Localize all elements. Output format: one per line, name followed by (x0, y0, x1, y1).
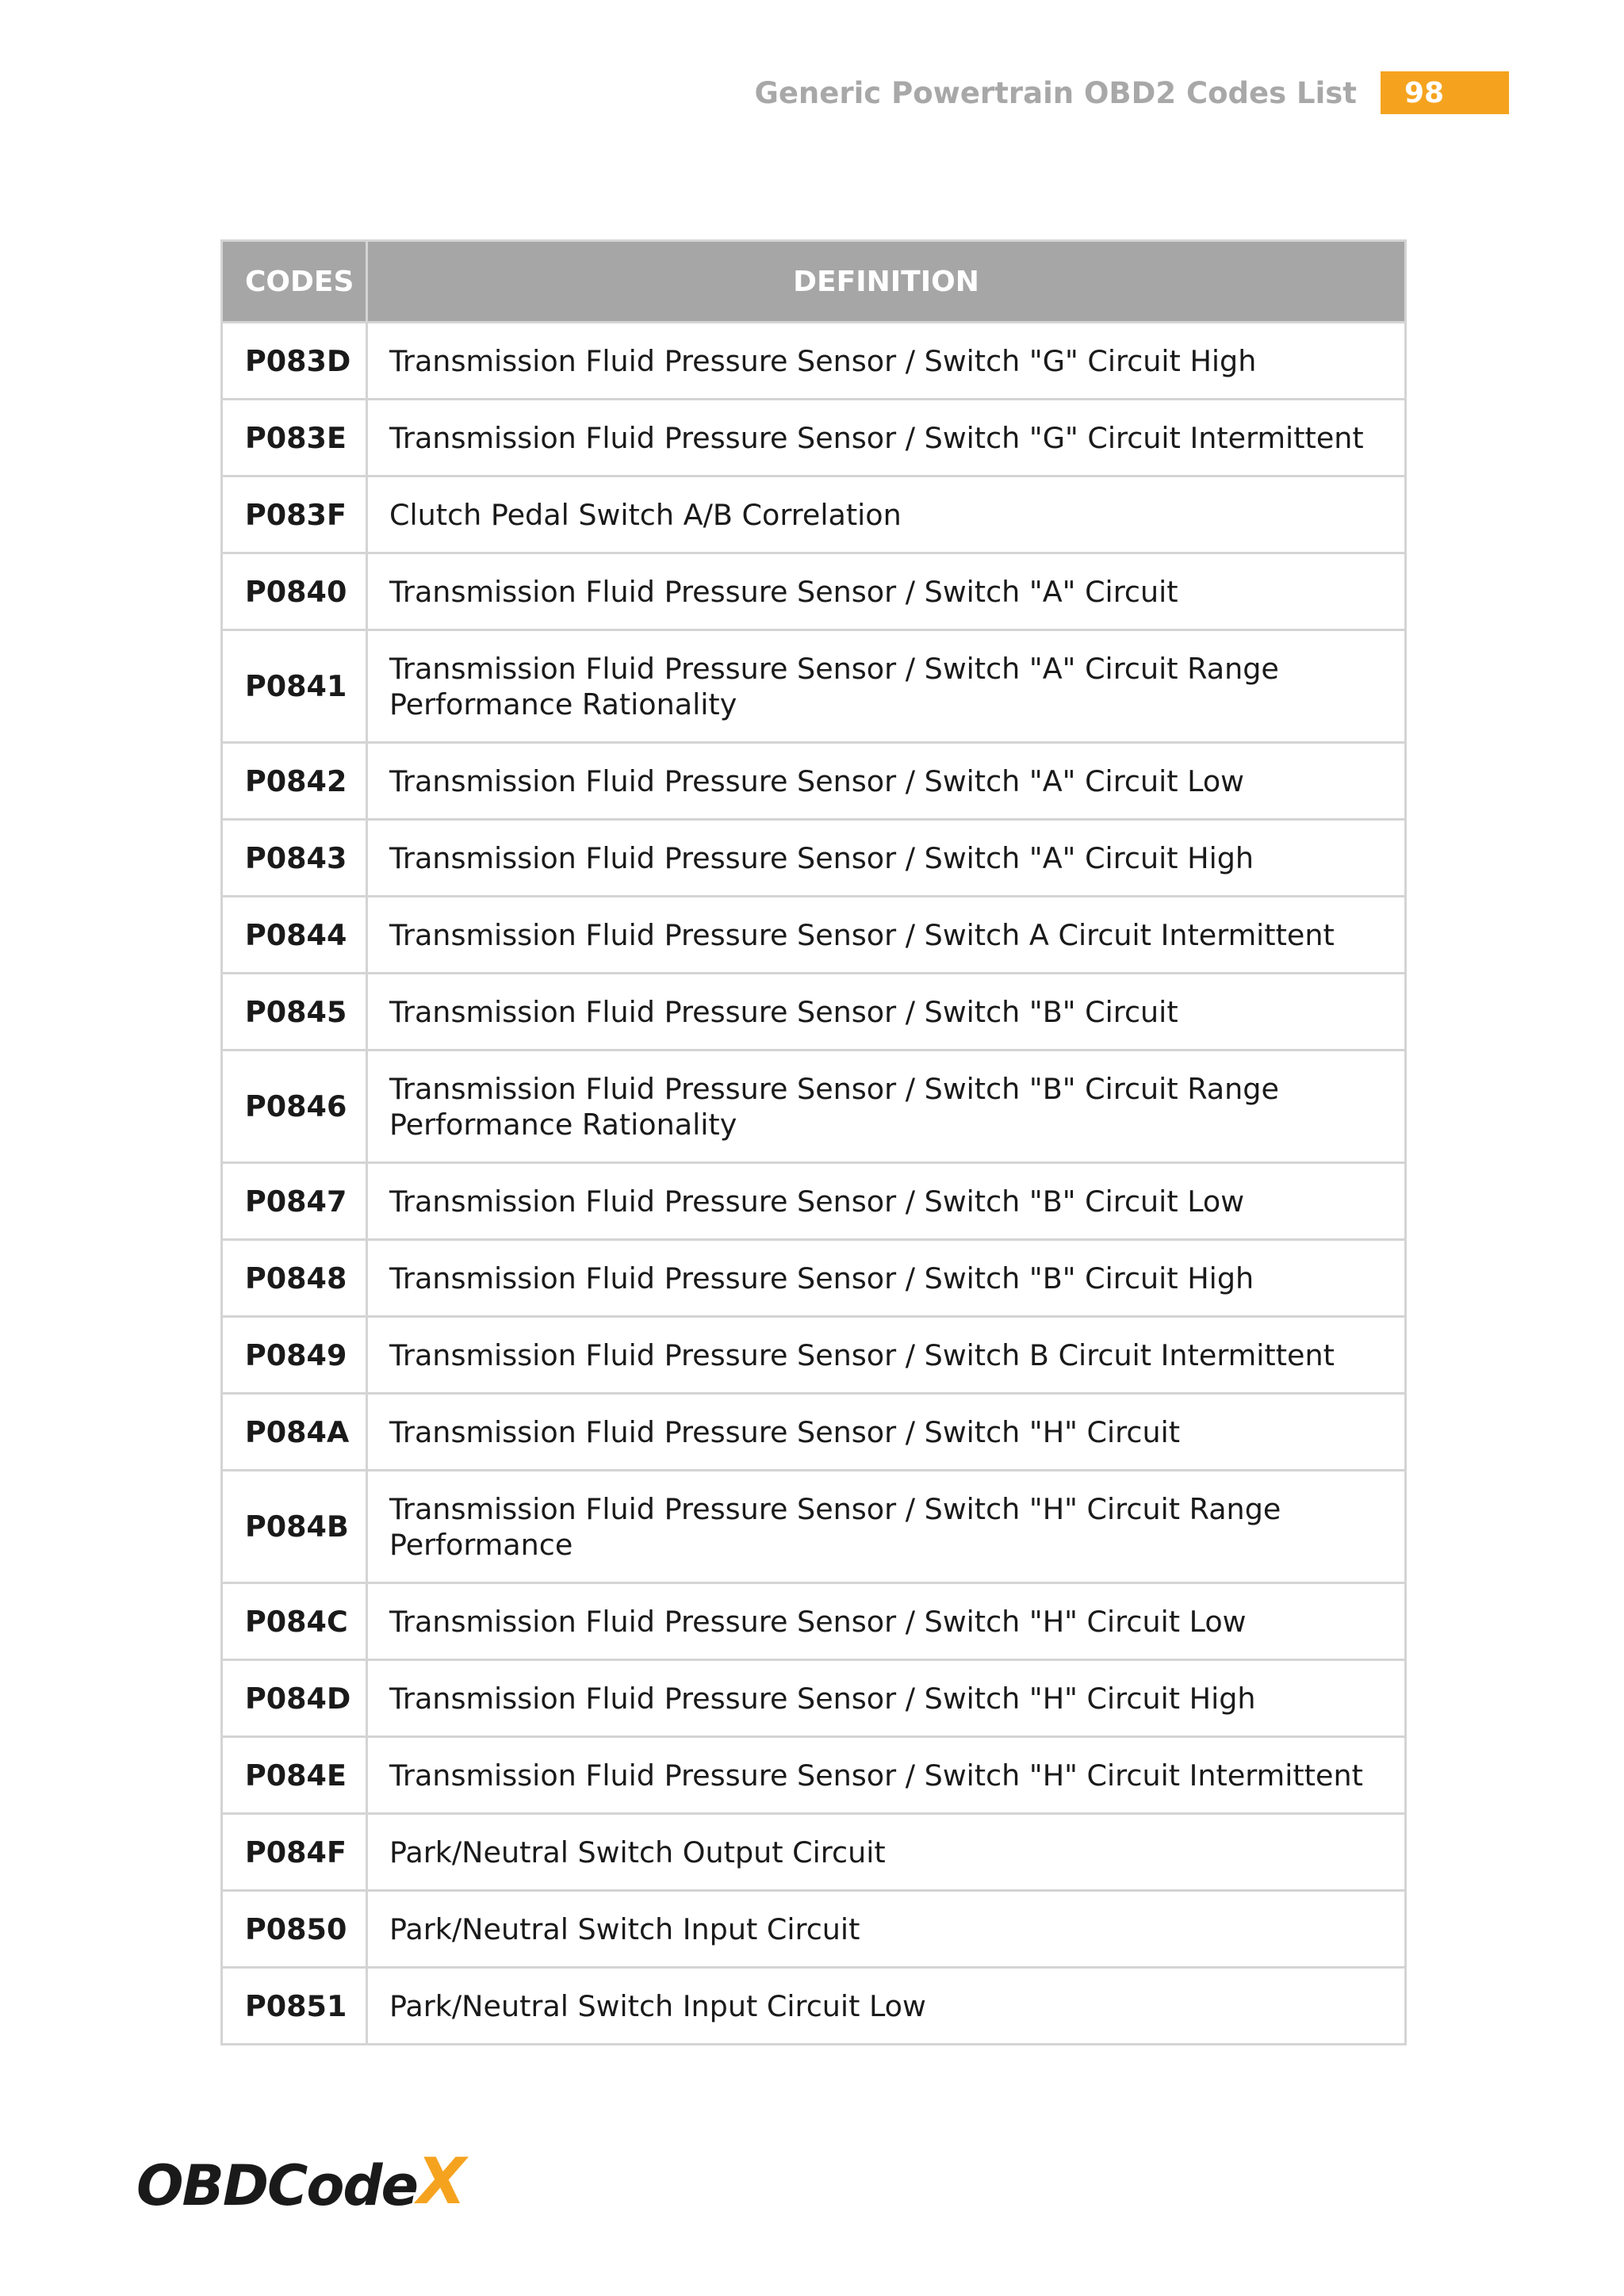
logo-text: OBDCode (136, 2153, 418, 2218)
code-cell: P0841 (222, 630, 367, 743)
table-row (222, 1583, 1406, 1660)
page-number-badge: 98 (1381, 71, 1509, 114)
page-header (754, 71, 1509, 114)
code-cell: P083E (222, 400, 367, 476)
code-cell: P083F (222, 476, 367, 553)
table-row (222, 400, 1406, 476)
table-row (222, 1814, 1406, 1891)
code-cell: P083D (222, 323, 367, 400)
code-cell: P084C (222, 1583, 367, 1660)
code-cell: P0850 (222, 1891, 367, 1968)
code-cell: P084D (222, 1660, 367, 1737)
obdcodex-logo (136, 2145, 465, 2218)
definition-cell: Park/Neutral Switch Output Circuit (367, 1814, 1406, 1891)
definition-cell: Transmission Fluid Pressure Sensor / Switch "A" Circuit Low (367, 743, 1406, 820)
definition-cell: Park/Neutral Switch Input Circuit (367, 1891, 1406, 1968)
table-row (222, 1394, 1406, 1471)
table-row (222, 1968, 1406, 2045)
definition-cell: Transmission Fluid Pressure Sensor / Switch "B" Circuit High (367, 1240, 1406, 1317)
definition-cell: Transmission Fluid Pressure Sensor / Switch B Circuit Intermittent (367, 1317, 1406, 1394)
definition-cell: Transmission Fluid Pressure Sensor / Switch "A" Circuit Range Performance Rationality (367, 630, 1406, 743)
table-row (222, 1240, 1406, 1317)
code-cell: P0851 (222, 1968, 367, 2045)
table-row (222, 1050, 1406, 1163)
code-cell: P0844 (222, 897, 367, 974)
table-header-row (222, 241, 1406, 323)
table-row (222, 323, 1406, 400)
table-row (222, 476, 1406, 553)
code-cell: P084E (222, 1737, 367, 1814)
table-row (222, 553, 1406, 630)
code-cell: P0848 (222, 1240, 367, 1317)
definition-cell: Transmission Fluid Pressure Sensor / Switch "H" Circuit Low (367, 1583, 1406, 1660)
table-row (222, 1317, 1406, 1394)
table-row (222, 1660, 1406, 1737)
definition-cell: Transmission Fluid Pressure Sensor / Switch "B" Circuit Range Performance Rationality (367, 1050, 1406, 1163)
table-row (222, 630, 1406, 743)
definition-cell: Transmission Fluid Pressure Sensor / Switch "G" Circuit Intermittent (367, 400, 1406, 476)
code-cell: P084A (222, 1394, 367, 1471)
table-row (222, 897, 1406, 974)
code-cell: P0842 (222, 743, 367, 820)
definition-cell: Transmission Fluid Pressure Sensor / Switch "B" Circuit (367, 974, 1406, 1050)
definition-cell: Transmission Fluid Pressure Sensor / Switch "A" Circuit (367, 553, 1406, 630)
table-row (222, 1891, 1406, 1968)
logo-accent-x: X (417, 2145, 465, 2218)
definition-cell: Park/Neutral Switch Input Circuit Low (367, 1968, 1406, 2045)
definition-cell: Transmission Fluid Pressure Sensor / Switch "B" Circuit Low (367, 1163, 1406, 1240)
codes-table (220, 239, 1407, 2045)
table-row (222, 743, 1406, 820)
table-row (222, 1737, 1406, 1814)
column-header-definition: DEFINITION (367, 241, 1406, 323)
column-header-codes: CODES (222, 241, 367, 323)
code-cell: P0840 (222, 553, 367, 630)
definition-cell: Transmission Fluid Pressure Sensor / Switch "H" Circuit (367, 1394, 1406, 1471)
code-cell: P0847 (222, 1163, 367, 1240)
code-cell: P0846 (222, 1050, 367, 1163)
definition-cell: Clutch Pedal Switch A/B Correlation (367, 476, 1406, 553)
code-cell: P0843 (222, 820, 367, 897)
table-row (222, 1471, 1406, 1583)
table-row (222, 974, 1406, 1050)
code-cell: P0845 (222, 974, 367, 1050)
definition-cell: Transmission Fluid Pressure Sensor / Switch "A" Circuit High (367, 820, 1406, 897)
code-cell: P0849 (222, 1317, 367, 1394)
definition-cell: Transmission Fluid Pressure Sensor / Switch "H" Circuit Intermittent (367, 1737, 1406, 1814)
code-cell: P084F (222, 1814, 367, 1891)
table-row (222, 820, 1406, 897)
definition-cell: Transmission Fluid Pressure Sensor / Switch "G" Circuit High (367, 323, 1406, 400)
definition-cell: Transmission Fluid Pressure Sensor / Switch "H" Circuit Range Performance (367, 1471, 1406, 1583)
document-title: Generic Powertrain OBD2 Codes List (754, 75, 1357, 110)
definition-cell: Transmission Fluid Pressure Sensor / Switch "H" Circuit High (367, 1660, 1406, 1737)
definition-cell: Transmission Fluid Pressure Sensor / Switch A Circuit Intermittent (367, 897, 1406, 974)
table-row (222, 1163, 1406, 1240)
code-cell: P084B (222, 1471, 367, 1583)
